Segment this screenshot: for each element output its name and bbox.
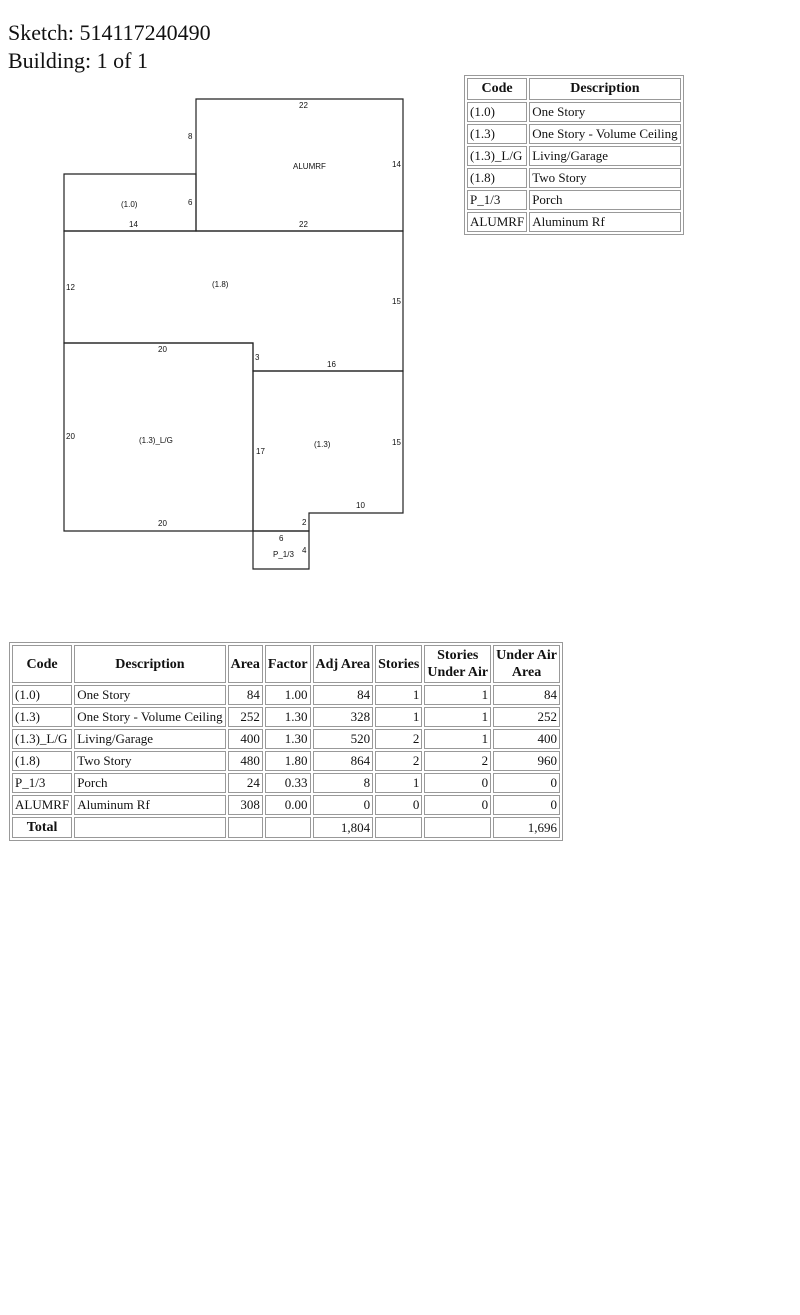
cell-stories: 1 — [375, 685, 422, 705]
dim-label: 10 — [356, 501, 365, 510]
total-under-air-area: 1,696 — [493, 817, 560, 838]
building-label: Building: 1 of 1 — [8, 48, 148, 73]
area-label-one-story: (1.0) — [121, 200, 138, 209]
legend-header-description: Description — [529, 78, 680, 100]
cell-area: 480 — [228, 751, 263, 771]
cell-area: 252 — [228, 707, 263, 727]
cell-description: One Story — [74, 685, 225, 705]
dim-label: 20 — [66, 432, 75, 441]
cell-code: (1.8) — [12, 751, 72, 771]
table-row — [12, 795, 560, 815]
cell-under-air-area: 0 — [493, 773, 560, 793]
legend-description: Two Story — [529, 168, 680, 188]
cell-adj-area: 864 — [313, 751, 374, 771]
cell-factor: 1.30 — [265, 729, 311, 749]
dim-label: 20 — [158, 519, 167, 528]
header-adj-area: Adj Area — [313, 645, 374, 683]
legend-description: Aluminum Rf — [529, 212, 680, 232]
total-empty — [424, 817, 491, 838]
header-line: Under Air — [496, 648, 557, 663]
code-legend-table — [464, 75, 684, 235]
cell-adj-area: 328 — [313, 707, 374, 727]
dim-label: 6 — [188, 198, 193, 207]
table-row — [12, 685, 560, 705]
cell-code: (1.0) — [12, 685, 72, 705]
cell-description: Two Story — [74, 751, 225, 771]
cell-stories: 1 — [375, 773, 422, 793]
cell-stories-under-air: 2 — [424, 751, 491, 771]
cell-code: P_1/3 — [12, 773, 72, 793]
header-description: Description — [74, 645, 225, 683]
total-empty — [74, 817, 225, 838]
legend-description: One Story - Volume Ceiling — [529, 124, 680, 144]
table-row — [12, 729, 560, 749]
dim-label: 20 — [158, 345, 167, 354]
dim-label: 2 — [302, 518, 307, 527]
dim-label: 22 — [299, 101, 308, 110]
legend-code: (1.0) — [467, 102, 527, 122]
header-line: Area — [511, 665, 542, 680]
table-row — [12, 773, 560, 793]
legend-row — [467, 168, 681, 188]
cell-factor: 0.00 — [265, 795, 311, 815]
dim-label: 16 — [327, 360, 336, 369]
area-label-volume-ceiling: (1.3) — [314, 440, 331, 449]
dim-label: 4 — [302, 546, 307, 555]
legend-code: (1.8) — [467, 168, 527, 188]
cell-factor: 0.33 — [265, 773, 311, 793]
total-empty — [265, 817, 311, 838]
cell-stories: 0 — [375, 795, 422, 815]
dim-label: 15 — [392, 438, 401, 447]
dim-label: 3 — [255, 353, 260, 362]
legend-description: Living/Garage — [529, 146, 680, 166]
legend-description: Porch — [529, 190, 680, 210]
area-label-porch: P_1/3 — [273, 550, 294, 559]
sketch-title: Sketch: 514117240490 — [8, 20, 211, 45]
cell-area: 308 — [228, 795, 263, 815]
area-label-living-garage: (1.3)_L/G — [139, 436, 173, 445]
legend-row — [467, 146, 681, 166]
cell-code: (1.3)_L/G — [12, 729, 72, 749]
area-label-alumrf: ALUMRF — [293, 162, 326, 171]
legend-row — [467, 212, 681, 232]
cell-area: 24 — [228, 773, 263, 793]
dim-label: 8 — [188, 132, 193, 141]
header-line: Under Air — [427, 665, 489, 680]
legend-code: P_1/3 — [467, 190, 527, 210]
legend-header-code: Code — [467, 78, 527, 100]
dim-label: 22 — [299, 220, 308, 229]
dim-label: 14 — [392, 160, 401, 169]
cell-stories: 1 — [375, 707, 422, 727]
dim-label: 12 — [66, 283, 75, 292]
cell-description: One Story - Volume Ceiling — [74, 707, 225, 727]
header-stories: Stories — [375, 645, 422, 683]
cell-area: 84 — [228, 685, 263, 705]
dim-label: 14 — [129, 220, 138, 229]
legend-row — [467, 102, 681, 122]
cell-under-air-area: 960 — [493, 751, 560, 771]
dim-label: 15 — [392, 297, 401, 306]
two-story-outline — [64, 231, 403, 371]
cell-stories-under-air: 1 — [424, 685, 491, 705]
cell-stories-under-air: 1 — [424, 729, 491, 749]
cell-under-air-area: 252 — [493, 707, 560, 727]
legend-description: One Story — [529, 102, 680, 122]
volume-ceiling-outline — [253, 371, 403, 531]
header-factor: Factor — [265, 645, 311, 683]
cell-adj-area: 0 — [313, 795, 374, 815]
cell-description: Aluminum Rf — [74, 795, 225, 815]
cell-code: ALUMRF — [12, 795, 72, 815]
area-calculation-table — [9, 642, 563, 841]
cell-under-air-area: 400 — [493, 729, 560, 749]
dim-label: 6 — [279, 534, 284, 543]
legend-row — [467, 190, 681, 210]
total-row — [12, 817, 560, 838]
area-label-two-story: (1.8) — [212, 280, 229, 289]
table-row — [12, 751, 560, 771]
cell-stories-under-air: 1 — [424, 707, 491, 727]
total-empty — [228, 817, 263, 838]
header-code: Code — [12, 645, 72, 683]
legend-code: ALUMRF — [467, 212, 527, 232]
total-adj-area: 1,804 — [313, 817, 374, 838]
legend-code: (1.3) — [467, 124, 527, 144]
cell-factor: 1.00 — [265, 685, 311, 705]
table-row — [12, 707, 560, 727]
cell-code: (1.3) — [12, 707, 72, 727]
total-label: Total — [12, 817, 72, 838]
cell-factor: 1.80 — [265, 751, 311, 771]
cell-under-air-area: 84 — [493, 685, 560, 705]
cell-adj-area: 8 — [313, 773, 374, 793]
total-empty — [375, 817, 422, 838]
cell-stories-under-air: 0 — [424, 795, 491, 815]
cell-factor: 1.30 — [265, 707, 311, 727]
dim-label: 17 — [256, 447, 265, 456]
cell-adj-area: 84 — [313, 685, 374, 705]
legend-code: (1.3)_L/G — [467, 146, 527, 166]
cell-description: Porch — [74, 773, 225, 793]
cell-stories: 2 — [375, 729, 422, 749]
cell-adj-area: 520 — [313, 729, 374, 749]
header-line: Stories — [437, 648, 479, 663]
header-stories-under-air — [424, 645, 491, 683]
cell-description: Living/Garage — [74, 729, 225, 749]
header-under-air-area — [493, 645, 560, 683]
legend-row — [467, 124, 681, 144]
cell-stories: 2 — [375, 751, 422, 771]
cell-stories-under-air: 0 — [424, 773, 491, 793]
cell-under-air-area: 0 — [493, 795, 560, 815]
cell-area: 400 — [228, 729, 263, 749]
header-area: Area — [228, 645, 263, 683]
